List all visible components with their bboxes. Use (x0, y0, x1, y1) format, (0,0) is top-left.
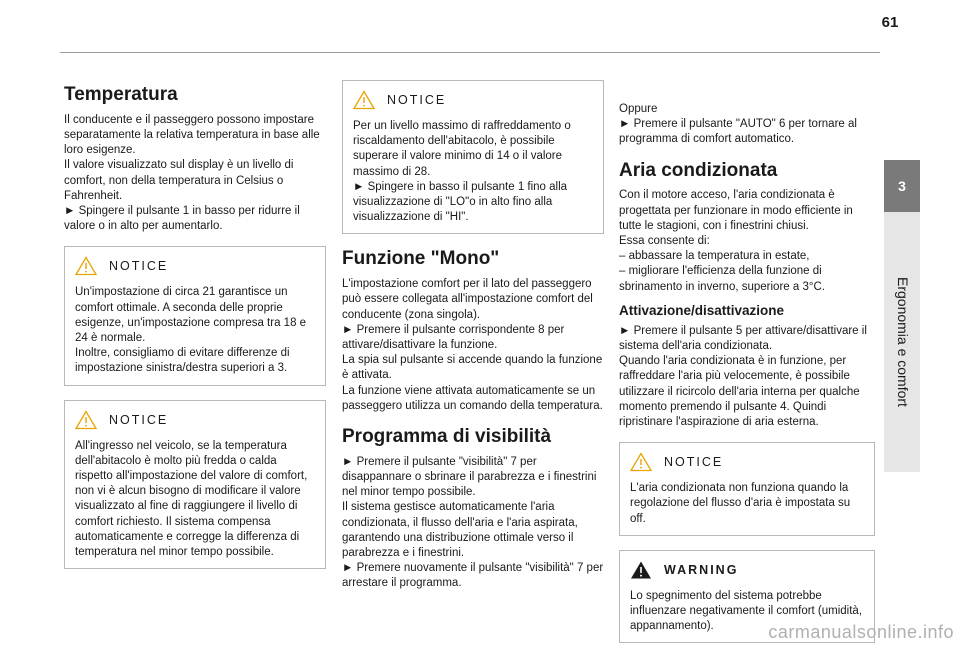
column-1 (64, 80, 326, 583)
notice-text: Per un livello massimo di raffreddamento o riscaldamento dell'abitacolo, è possibile superare il valore minimo di 14 o il valore massimo di 28. ► Spingere in basso il pulsante 1 fino alla visualizzazione di "LO"o in alto fino alla visualizzazione di "HI". (353, 120, 571, 224)
warning-triangle-icon (75, 256, 97, 276)
column-2 (342, 80, 604, 592)
warning-triangle-icon (630, 452, 652, 472)
page-number: 61 (881, 14, 899, 31)
attivazione-text: ► Premere il pulsante 5 per attivare/disattivare il sistema dell'aria condizionata. Quando l'aria condizionata è in funzione, per raffreddare l'aria più velocemente, è possibile utilizzare il ricircolo dell'aria interna per qualche momento premendo il pulsante 4. Quindi ripristinare l'aspirazione di aria esterna. (619, 324, 867, 429)
notice-label: NOTICE (109, 259, 169, 274)
warning-label: WARNING (664, 562, 739, 577)
notice-label: NOTICE (387, 93, 447, 107)
notice-text: Un'impostazione di circa 21 garantisce un comfort ottimale. A seconda delle proprie esigenze, un'impostazione compresa tra 18 e 24 è normale. Inoltre, consigliamo di evitare differenze di impostazione sinistra/destra superiori a 3. (75, 286, 307, 375)
aria-condizionata-text: Con il motore acceso, l'aria condizionata è progettata per funzionare in modo efficiente in tutte le stagioni, con i finestrini chiusi. Essa consente di: – abbassare la temperatura in estate, – migliorare l'efficienza della funzione di sbrinamento in inverno, superiore a 3°C. (619, 189, 853, 293)
temperatura-text: Il conducente e il passeggero possono impostare separatamente la relativa temperatura in base alle loro esigenze. Il valore visualizzato sul display è un livello di comfort, non della temperatura in Celsius o Fahrenheit. ► Spingere il pulsante 1 in basso per ridurre il valore o in alto per aumentarlo. (64, 113, 320, 233)
mono-text: L'impostazione comfort per il lato del passeggero può essere collegata all'impostazione comfort del conducente (zona singola). ► Premere il pulsante corrispondente 8 per attivare/disattivare la funzione. La spia sul pulsante si accende quando la funzione è attivata. La funzione viene attivata automaticamente se un passeggero utilizza un comando della temperatura. (342, 278, 603, 412)
notice-label: NOTICE (664, 455, 724, 470)
header-rule (60, 52, 880, 53)
notice-header (630, 449, 864, 475)
notice-text: L'aria condizionata non funziona quando la regolazione del flusso d'aria è impostata su off. (630, 482, 851, 525)
notice-header (75, 253, 315, 279)
notice-label: NOTICE (109, 412, 169, 427)
subsection-title-attivazione: Attivazione/disattivazione (619, 302, 785, 318)
notice-header (353, 87, 593, 113)
warning-text: Lo spegnimento del sistema potrebbe influenzare negativamente il comfort (umidità, appannamento). (630, 589, 863, 633)
section-title-mono: Funzione "Mono" (342, 248, 500, 270)
chapter-tab[interactable]: 3 (884, 160, 920, 212)
oppure-text: Oppure ► Premere il pulsante "AUTO" 6 per tornare al programma di comfort automatico. (619, 103, 857, 146)
warning-filled-icon (630, 560, 652, 580)
notice-box (64, 400, 326, 570)
section-title-temperatura: Temperatura (64, 84, 178, 105)
section-title-aria-condizionata: Aria condizionata (619, 159, 778, 181)
notice-text: All'ingresso nel veicolo, se la temperatura dell'abitacolo è molto più fredda o calda rispetto all'impostazione del valore di comfort, non vi è alcun bisogno di modificare il valore visualizzato al fine di raggiungere il livello di comfort richiesto. Il sistema compensa automaticamente e corregge la differenza di temperatura nel minor tempo possibile. (75, 439, 308, 559)
watermark: carmanualsonline.info (768, 622, 954, 642)
notice-box (64, 246, 326, 385)
notice-header (75, 407, 315, 433)
column-3 (619, 102, 875, 649)
notice-box (342, 80, 604, 234)
warning-header (630, 557, 864, 583)
warning-triangle-icon (353, 90, 375, 110)
notice-box (619, 442, 875, 536)
visibilita-text: ► Premere il pulsante "visibilità" 7 per disappannare o sbrinare il parabrezza e i finestrini nel minor tempo possibile. Il sistema gestisce automaticamente l'aria condizionata, il flusso dell'aria e l'aria aspirata, garantendo una distribuzione ottimale verso il parabrezza e i finestrini. ► Premere nuovamente il pulsante "visibilità" 7 per arrestare il programma. (342, 455, 604, 590)
section-title-visibilita: Programma di visibilità (342, 426, 552, 448)
warning-triangle-icon (75, 410, 97, 430)
chapter-title: Ergonomia e comfort (895, 277, 911, 407)
